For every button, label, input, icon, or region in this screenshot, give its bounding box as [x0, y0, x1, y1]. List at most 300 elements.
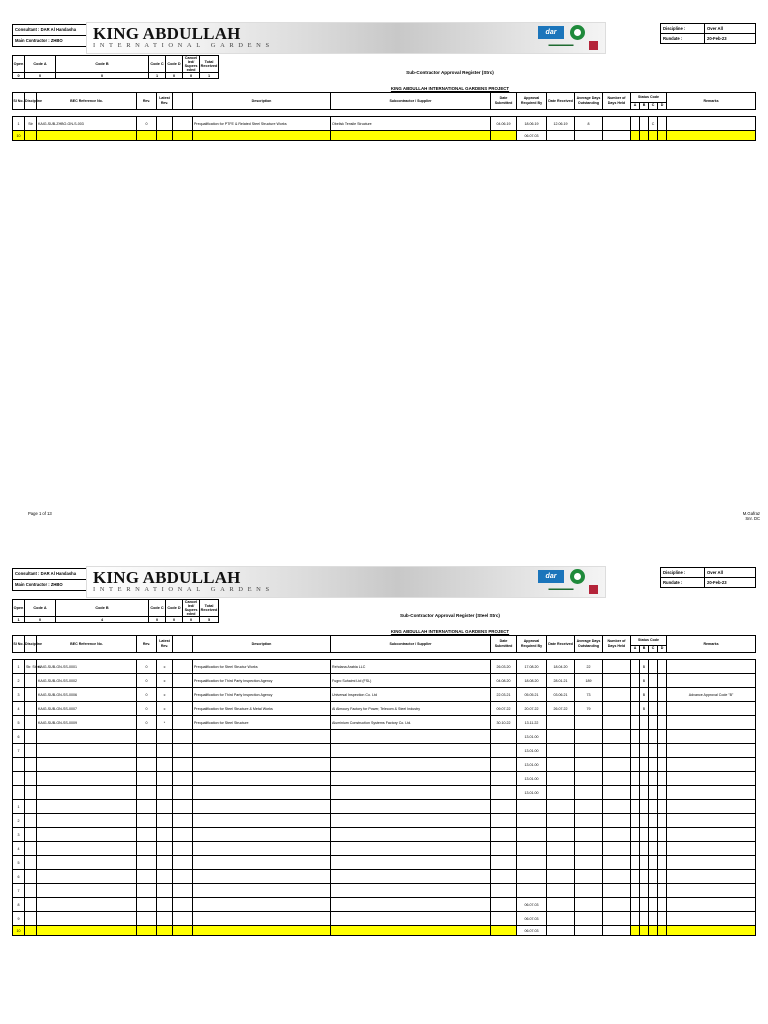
code-count: 0	[166, 73, 183, 79]
total-cell	[25, 131, 37, 141]
cell-disc: Str	[25, 117, 37, 131]
cell-required	[517, 856, 547, 870]
code-col-header: Code A	[25, 56, 56, 73]
cell-sl: 1	[13, 800, 25, 814]
cell-rev	[137, 800, 157, 814]
cell-received: 03.06.21	[547, 688, 575, 702]
signature-block	[720, 511, 760, 521]
cell-avg	[575, 800, 603, 814]
cell-a	[631, 912, 640, 926]
discipline-value: Over All	[707, 26, 723, 31]
cell-required: 13.01.00	[517, 758, 547, 772]
table-row	[13, 912, 756, 926]
dar-logo: dar	[538, 26, 564, 39]
code-count: 0	[13, 73, 25, 79]
cell-latest	[157, 856, 173, 870]
code-col-header: Code C	[149, 600, 166, 617]
cell-desc	[193, 744, 331, 758]
cell-disc	[25, 870, 37, 884]
cell-d	[658, 758, 667, 772]
cell-ref	[37, 884, 137, 898]
cell-sub: Rehdana Arabia LLC	[331, 660, 491, 674]
cell-sub: Fugro Suhaimi Ltd (FSL)	[331, 674, 491, 688]
cell-d	[658, 730, 667, 744]
cell-latest: c	[157, 674, 173, 688]
cell-blank	[173, 884, 193, 898]
cell-c	[649, 898, 658, 912]
cell-blank	[173, 800, 193, 814]
column-header: Latest Rev.	[157, 93, 173, 110]
cell-received	[547, 758, 575, 772]
cell-received: 28.01.21	[547, 674, 575, 688]
cell-required	[517, 884, 547, 898]
total-cell	[157, 926, 173, 936]
cell-rev: 0	[137, 688, 157, 702]
cell-held	[603, 117, 631, 131]
cell-sl	[13, 758, 25, 772]
total-cell: 06.07.03	[517, 131, 547, 141]
consultant-box	[12, 24, 87, 47]
cell-b	[640, 800, 649, 814]
discipline-value: Over All	[707, 570, 723, 575]
cell-avg: 22	[575, 660, 603, 674]
cell-a	[631, 898, 640, 912]
cell-remarks	[667, 716, 756, 730]
cell-sl: 6	[13, 730, 25, 744]
column-header: Rev.	[137, 93, 157, 110]
cell-received	[547, 800, 575, 814]
cell-held	[603, 758, 631, 772]
cell-sl: 2	[13, 674, 25, 688]
cell-required: 18.06.19	[517, 117, 547, 131]
cell-avg	[575, 828, 603, 842]
cell-blank	[173, 716, 193, 730]
total-cell	[547, 926, 575, 936]
cell-remarks	[667, 117, 756, 131]
cell-rev	[137, 870, 157, 884]
total-cell	[331, 131, 491, 141]
cell-submitted: 30.10.22	[491, 716, 517, 730]
cell-disc	[25, 744, 37, 758]
cell-held	[603, 912, 631, 926]
table-row	[13, 674, 756, 688]
cell-held	[603, 884, 631, 898]
discipline-label: Discipline :	[661, 568, 705, 577]
code-summary-table	[12, 599, 219, 623]
cell-rev: 0	[137, 674, 157, 688]
cell-latest	[157, 800, 173, 814]
cell-avg: 73	[575, 688, 603, 702]
cell-rev: 0	[137, 702, 157, 716]
rundate-value: 20-Feb-23	[707, 36, 727, 41]
cell-avg	[575, 856, 603, 870]
cell-sl: 5	[13, 856, 25, 870]
cell-remarks	[667, 828, 756, 842]
column-header: BEC Reference No.	[37, 636, 137, 653]
cell-blank	[173, 660, 193, 674]
cell-remarks	[667, 912, 756, 926]
column-header: Approval Required By	[517, 93, 547, 110]
cell-remarks	[667, 856, 756, 870]
cell-sl: 1	[13, 660, 25, 674]
cell-ref: KAIG-SUB-GN-SS-0006	[37, 688, 137, 702]
cell-required: 13.01.00	[517, 730, 547, 744]
total-cell	[640, 131, 649, 141]
cell-a	[631, 786, 640, 800]
cell-sub	[331, 884, 491, 898]
code-count: 0	[56, 73, 149, 79]
cell-sub	[331, 814, 491, 828]
cell-a	[631, 772, 640, 786]
cell-latest: c	[157, 688, 173, 702]
cell-b: B	[640, 688, 649, 702]
cell-avg: 189	[575, 674, 603, 688]
cell-sl	[13, 786, 25, 800]
column-header: Latest Rev.	[157, 636, 173, 653]
cell-desc	[193, 856, 331, 870]
cell-rev	[137, 898, 157, 912]
column-header: Date Received	[547, 636, 575, 653]
total-cell	[173, 131, 193, 141]
cell-remarks	[667, 772, 756, 786]
cell-latest	[157, 730, 173, 744]
cell-c	[649, 842, 658, 856]
cell-held	[603, 688, 631, 702]
cell-rev	[137, 828, 157, 842]
cell-sub	[331, 856, 491, 870]
cell-desc: Prequalification for Steel Structure & Metal Works	[193, 702, 331, 716]
cell-avg	[575, 786, 603, 800]
cell-held	[603, 660, 631, 674]
table-row	[13, 828, 756, 842]
cell-disc	[25, 800, 37, 814]
cell-blank	[173, 828, 193, 842]
code-col-header: Code A	[25, 600, 56, 617]
cell-c	[649, 870, 658, 884]
banner-title: KING ABDULLAH	[93, 568, 241, 587]
table-row	[13, 117, 756, 131]
cell-b	[640, 814, 649, 828]
cell-blank	[173, 870, 193, 884]
arabic-logo-text: ▬▬▬▬▬	[548, 42, 574, 48]
dar-logo: dar	[538, 570, 564, 583]
cell-d	[658, 786, 667, 800]
arabic-logo-text: ▬▬▬▬▬	[548, 586, 574, 592]
column-header: Sl No.	[13, 93, 25, 110]
cell-d	[658, 117, 667, 131]
cell-avg	[575, 912, 603, 926]
cell-sub	[331, 870, 491, 884]
cell-ref	[37, 744, 137, 758]
cell-ref	[37, 758, 137, 772]
total-cell	[173, 926, 193, 936]
cell-latest	[157, 786, 173, 800]
total-cell	[157, 131, 173, 141]
cell-d	[658, 856, 667, 870]
cell-rev: 0	[137, 716, 157, 730]
cell-b	[640, 117, 649, 131]
cell-received	[547, 744, 575, 758]
cell-a	[631, 688, 640, 702]
cell-desc	[193, 758, 331, 772]
cell-submitted	[491, 758, 517, 772]
status-code-c: C	[649, 102, 658, 109]
cell-ref: KAIG-SUB-GN-SS-0007	[37, 702, 137, 716]
cell-c	[649, 786, 658, 800]
cell-ref: KAIG-SUB-ZHBO-GN-S-003	[37, 117, 137, 131]
total-cell	[193, 926, 331, 936]
table-row	[13, 870, 756, 884]
cell-blank	[173, 730, 193, 744]
cell-c	[649, 800, 658, 814]
cell-remarks	[667, 800, 756, 814]
column-header: Subcontractor / Supplier	[331, 636, 491, 653]
cell-desc	[193, 842, 331, 856]
cell-desc	[193, 800, 331, 814]
code-count: 0	[25, 73, 56, 79]
status-code-header: Status Code	[631, 93, 667, 103]
column-header: Date Submitted	[491, 93, 517, 110]
cell-required: 06.07.03	[517, 912, 547, 926]
cell-latest: *	[157, 716, 173, 730]
code-col-header: Code D	[166, 56, 183, 73]
column-header: Rev.	[137, 636, 157, 653]
status-code-b: B	[640, 645, 649, 652]
cell-latest: c	[157, 702, 173, 716]
cell-required	[517, 870, 547, 884]
status-code-a: A	[631, 645, 640, 652]
code-col-header: Cancel led/ Supers eded	[183, 56, 200, 73]
cell-blank	[173, 912, 193, 926]
cell-disc	[25, 702, 37, 716]
cell-c	[649, 884, 658, 898]
cell-sub: Obelisk Tensile Structure	[331, 117, 491, 131]
cell-sub	[331, 800, 491, 814]
cell-d	[658, 688, 667, 702]
code-col-header: Open	[13, 56, 25, 73]
cell-disc	[25, 772, 37, 786]
code-count: 1	[149, 73, 166, 79]
cell-d	[658, 828, 667, 842]
cell-latest	[157, 898, 173, 912]
cell-latest	[157, 842, 173, 856]
total-cell	[193, 131, 331, 141]
cell-a	[631, 744, 640, 758]
total-cell	[631, 926, 640, 936]
cell-b	[640, 912, 649, 926]
cell-latest	[157, 828, 173, 842]
total-cell	[37, 926, 137, 936]
cell-remarks	[667, 814, 756, 828]
cell-held	[603, 716, 631, 730]
cell-received	[547, 884, 575, 898]
column-header: Description	[193, 93, 331, 110]
cell-avg	[575, 870, 603, 884]
cell-held	[603, 730, 631, 744]
cell-received	[547, 828, 575, 842]
register-table	[12, 635, 756, 936]
cell-c	[649, 702, 658, 716]
cell-b	[640, 772, 649, 786]
cell-submitted	[491, 744, 517, 758]
table-row	[13, 856, 756, 870]
cell-submitted	[491, 800, 517, 814]
rundate-label: Rundate :	[661, 578, 705, 587]
cell-ref	[37, 856, 137, 870]
cell-desc	[193, 870, 331, 884]
column-header: Date Submitted	[491, 636, 517, 653]
cell-sub	[331, 744, 491, 758]
cell-b	[640, 744, 649, 758]
cell-ref	[37, 786, 137, 800]
cell-avg	[575, 898, 603, 912]
cell-c	[649, 744, 658, 758]
cell-d	[658, 912, 667, 926]
cell-blank	[173, 898, 193, 912]
consultant-box	[12, 568, 87, 591]
cell-submitted	[491, 828, 517, 842]
cell-a	[631, 660, 640, 674]
cell-rev	[137, 884, 157, 898]
cell-sub	[331, 912, 491, 926]
cell-remarks	[667, 702, 756, 716]
code-count: 5	[200, 617, 219, 623]
consultant-label: Consultant : DAR Al Handasha	[15, 27, 77, 32]
cell-d	[658, 898, 667, 912]
cell-remarks	[667, 884, 756, 898]
cell-submitted	[491, 730, 517, 744]
cell-rev	[137, 744, 157, 758]
total-cell	[331, 926, 491, 936]
cell-remarks	[667, 660, 756, 674]
total-cell: 10	[13, 926, 25, 936]
cell-c	[649, 688, 658, 702]
cell-d	[658, 772, 667, 786]
cell-blank	[173, 786, 193, 800]
total-cell	[25, 926, 37, 936]
cell-latest	[157, 884, 173, 898]
cell-sub	[331, 772, 491, 786]
cell-b	[640, 842, 649, 856]
discipline-box	[660, 567, 756, 588]
cell-b: B	[640, 702, 649, 716]
column-header: Number of Days Held	[603, 93, 631, 110]
cell-sl: 2	[13, 814, 25, 828]
cell-rev	[137, 856, 157, 870]
discipline-box	[660, 23, 756, 44]
cell-desc	[193, 912, 331, 926]
cell-blank	[173, 772, 193, 786]
cell-d	[658, 674, 667, 688]
cell-submitted	[491, 814, 517, 828]
table-row	[13, 660, 756, 674]
cell-sub	[331, 758, 491, 772]
code-count: 0	[166, 617, 183, 623]
cell-ref: KAIG-SUB-GN-SS-0001	[37, 660, 137, 674]
column-header	[173, 636, 193, 653]
cell-desc	[193, 786, 331, 800]
cell-received	[547, 842, 575, 856]
total-cell	[631, 131, 640, 141]
total-cell	[603, 926, 631, 936]
cell-a	[631, 856, 640, 870]
remarks-header: Remarks	[667, 93, 756, 110]
cell-remarks	[667, 758, 756, 772]
cell-held	[603, 674, 631, 688]
code-count: 4	[56, 617, 149, 623]
cell-submitted	[491, 870, 517, 884]
cell-avg: 79	[575, 702, 603, 716]
total-row	[13, 131, 756, 141]
cell-d	[658, 702, 667, 716]
cell-held	[603, 870, 631, 884]
register-page-2	[0, 544, 768, 1024]
cell-submitted	[491, 912, 517, 926]
cell-sub: Aluminium Construction Systems Factory Co. Ltd.	[331, 716, 491, 730]
cell-b	[640, 870, 649, 884]
cell-avg	[575, 772, 603, 786]
cell-latest	[157, 758, 173, 772]
cell-received	[547, 898, 575, 912]
cell-disc	[25, 842, 37, 856]
cell-ref	[37, 898, 137, 912]
cell-received	[547, 716, 575, 730]
cell-avg	[575, 744, 603, 758]
cell-disc: Str. Steel	[25, 660, 37, 674]
cell-c	[649, 814, 658, 828]
project-banner	[86, 22, 606, 54]
cell-required: 17.08.20	[517, 660, 547, 674]
column-header: Average Days Outstanding	[575, 636, 603, 653]
table-row	[13, 898, 756, 912]
table-row	[13, 744, 756, 758]
column-header: Number of Days Held	[603, 636, 631, 653]
cell-a	[631, 702, 640, 716]
cell-d	[658, 744, 667, 758]
total-cell	[37, 131, 137, 141]
cell-remarks	[667, 786, 756, 800]
cell-avg	[575, 884, 603, 898]
cell-required: 13.01.00	[517, 786, 547, 800]
code-col-header: Total Received	[200, 56, 219, 73]
code-count: 0	[25, 617, 56, 623]
cell-rev	[137, 786, 157, 800]
cell-received	[547, 814, 575, 828]
cell-latest: c	[157, 660, 173, 674]
cell-held	[603, 856, 631, 870]
cell-latest	[157, 772, 173, 786]
cell-submitted	[491, 842, 517, 856]
discipline-label: Discipline :	[661, 24, 705, 33]
cell-sl: 7	[13, 884, 25, 898]
cell-held	[603, 828, 631, 842]
cell-remarks	[667, 744, 756, 758]
cell-ref	[37, 870, 137, 884]
cell-held	[603, 772, 631, 786]
total-cell	[667, 926, 756, 936]
total-cell: 06.07.03	[517, 926, 547, 936]
code-col-header: Cancel led/ Supers eded	[183, 600, 200, 617]
cell-rev	[137, 730, 157, 744]
cell-d	[658, 814, 667, 828]
column-header: Discipline	[25, 93, 37, 110]
table-row	[13, 730, 756, 744]
cell-required: 13.01.00	[517, 744, 547, 758]
cell-held	[603, 702, 631, 716]
cell-desc	[193, 828, 331, 842]
cell-remarks	[667, 730, 756, 744]
red-logo-icon	[589, 41, 598, 50]
